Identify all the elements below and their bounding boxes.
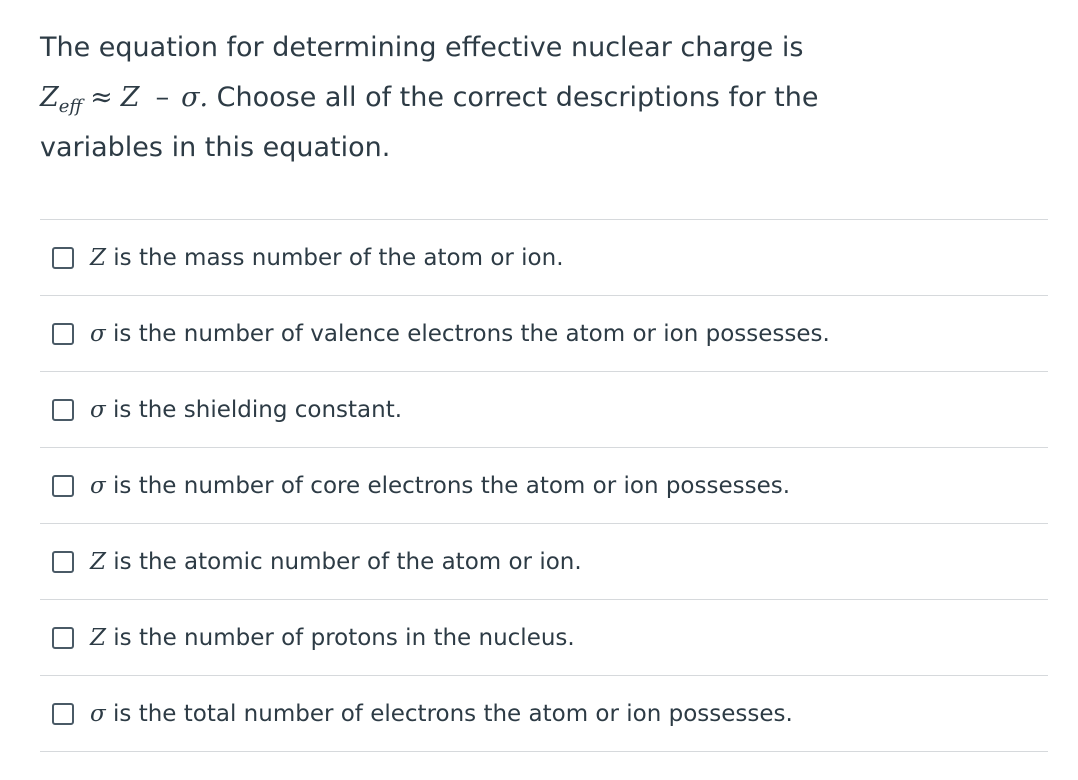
equation-subscript: eff — [58, 96, 83, 117]
checkbox[interactable] — [52, 247, 74, 269]
answer-label — [90, 397, 402, 423]
equation-z: Z — [40, 82, 59, 113]
answer-label — [90, 625, 575, 651]
answer-label — [90, 701, 793, 727]
answer-symbol: σ — [90, 700, 106, 727]
question-text — [40, 23, 1040, 173]
answer-option-1[interactable] — [40, 220, 1048, 296]
answer-label — [90, 245, 564, 271]
answer-description: is the atomic number of the atom or ion. — [105, 548, 582, 575]
answer-label — [90, 549, 582, 575]
checkbox[interactable] — [52, 399, 74, 421]
answer-symbol: Z — [90, 624, 106, 651]
answer-symbol: Z — [90, 548, 106, 575]
answer-option-7[interactable] — [40, 676, 1048, 752]
question-line-1: The equation for determining effective nuclear charge is — [40, 32, 804, 63]
answer-option-5[interactable] — [40, 524, 1048, 600]
answer-option-4[interactable] — [40, 448, 1048, 524]
answer-symbol: σ — [90, 396, 106, 423]
checkbox[interactable] — [52, 551, 74, 573]
answer-symbol: σ — [90, 320, 106, 347]
answer-description: is the number of protons in the nucleus. — [105, 624, 575, 651]
checkbox[interactable] — [52, 475, 74, 497]
answer-label — [90, 321, 830, 347]
checkbox[interactable] — [52, 703, 74, 725]
answer-option-3[interactable] — [40, 372, 1048, 448]
question-line-2 — [40, 73, 1040, 123]
equation-z2: Z — [120, 82, 140, 113]
question-line-3: variables in this equation. — [40, 132, 391, 163]
answer-description: is the total number of electrons the atom or ion possesses. — [105, 700, 793, 727]
answer-option-6[interactable] — [40, 600, 1048, 676]
equation-approx: ≈ — [90, 82, 113, 113]
answer-list — [40, 219, 1048, 752]
equation-sigma: σ. — [181, 82, 209, 113]
answer-description: is the number of core electrons the atom or ion possesses. — [105, 472, 791, 499]
answer-symbol: σ — [90, 472, 106, 499]
checkbox[interactable] — [52, 627, 74, 649]
answer-label — [90, 473, 790, 499]
answer-description: is the shielding constant. — [105, 396, 403, 423]
equation-minus: – — [155, 82, 170, 113]
checkbox[interactable] — [52, 323, 74, 345]
answer-description: is the mass number of the atom or ion. — [105, 244, 564, 271]
equation — [40, 82, 209, 117]
question-line-2-text: Choose all of the correct descriptions for the — [216, 82, 819, 113]
answer-option-2[interactable] — [40, 296, 1048, 372]
answer-description: is the number of valence electrons the atom or ion possesses. — [105, 320, 830, 347]
answer-symbol: Z — [90, 244, 106, 271]
